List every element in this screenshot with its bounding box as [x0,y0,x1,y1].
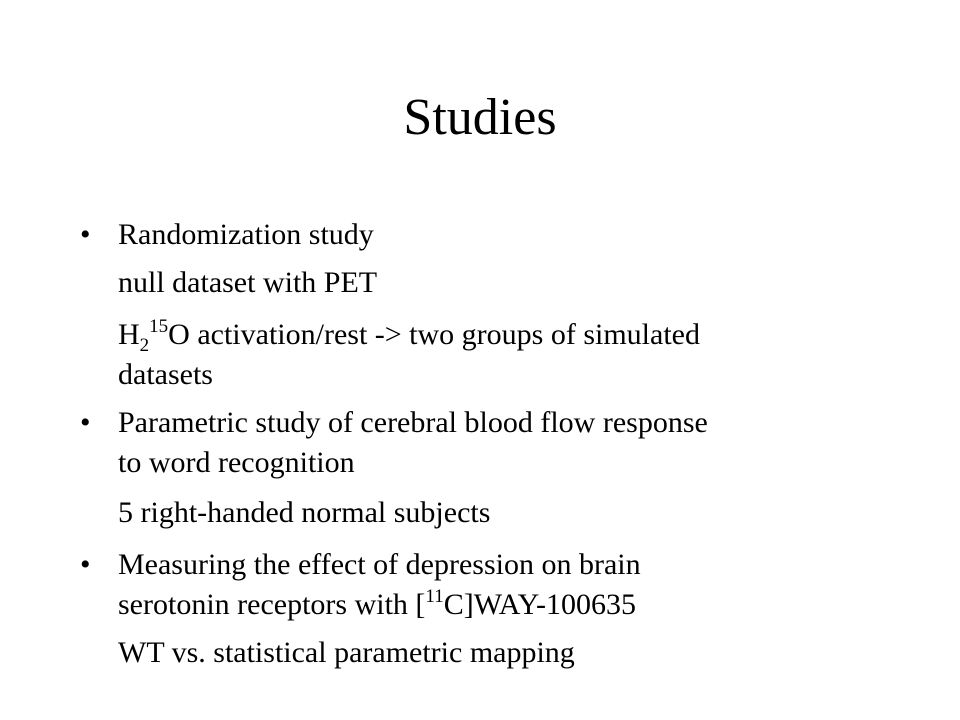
h-symbol: H [118,318,140,351]
sub-line-null-dataset: null dataset with PET [118,266,378,299]
bullet-icon: • [80,548,91,581]
sub-line-subjects: 5 right-handed normal subjects [118,496,491,529]
h2o-text: O activation/rest -> two groups of simulated [168,318,700,351]
bullet-text: Measuring the effect of depression on brain [118,548,641,581]
serotonin-text: serotonin receptors with [ [118,588,426,621]
bullet-text: Randomization study [118,218,374,251]
slide-title: Studies [403,89,557,146]
subscript-2: 2 [139,335,150,356]
superscript-11: 11 [425,586,444,607]
superscript-15: 15 [149,316,169,337]
bullet-text-cont: to word recognition [118,446,355,479]
bullet-text-cont-serotonin [118,588,636,622]
bullet-icon: • [80,406,91,439]
way-text: C]WAY-100635 [443,588,636,621]
sub-line-h2o [118,316,700,356]
bullet-icon: • [80,218,91,251]
sub-line-wt-vs-spm: WT vs. statistical parametric mapping [118,636,575,669]
bullet-text: Parametric study of cerebral blood flow response [118,406,708,439]
sub-line-datasets: datasets [118,358,213,391]
